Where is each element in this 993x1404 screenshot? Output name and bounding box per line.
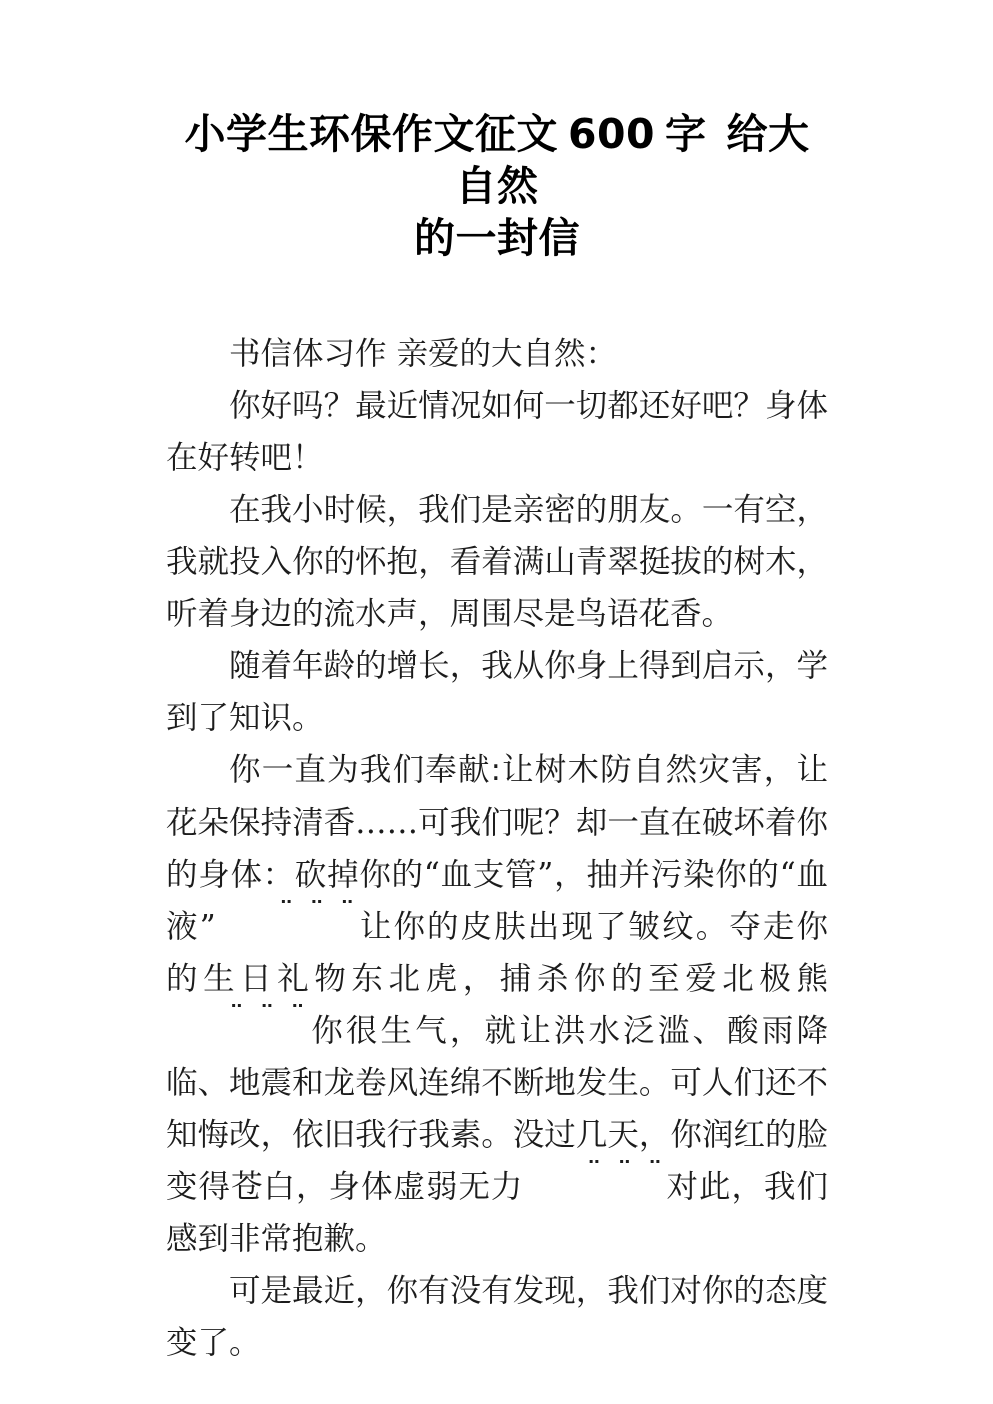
damage-text-2: 让树木防自然灾害，让花朵保持清香……可我们呢？却一直在破坏着你的身体：砍掉你的“血支管”，抽并污染你的“血液” <box>166 752 828 945</box>
title-word-count: 600 <box>567 110 656 158</box>
paragraph-damage <box>166 744 828 1265</box>
title-unit: 字 <box>665 110 707 158</box>
title-text-main: 小学生环保作文征文 <box>184 110 558 158</box>
halfwidth-colon: : <box>490 753 501 788</box>
page-title <box>166 0 828 264</box>
diaeresis-ellipsis-2: ¨ ¨ ¨ <box>229 1000 309 1036</box>
damage-text-4: 你很生气，就让洪水泛滥、酸雨降临、地震和龙卷风连绵不断地发生。可人们还不知悔改，依旧我行我素。没过几天，你润红的脸变得苍白，身体虚弱无力 <box>166 1013 828 1205</box>
damage-text-3: 让你的皮肤出现了皱纹。夺走你的生日礼物东北虎，捕杀你的至爱北极熊 <box>166 909 828 997</box>
paragraph-greeting: 你好吗？最近情况如何一切都还好吧？身体在好转吧！ <box>166 388 828 476</box>
paragraph-attitude-change: 可是最近，你有没有发现，我们对你的态度变了。 <box>166 1273 828 1361</box>
paragraph-knowledge: 随着年龄的增长，我从你身上得到启示，学到了知识。 <box>166 648 828 736</box>
document-body <box>166 0 828 1369</box>
damage-text-1: 你一直为我们奉献 <box>229 752 491 788</box>
essay-content <box>166 264 828 1369</box>
title-text-line2: 的一封信 <box>414 214 580 262</box>
diaeresis-ellipsis-3: ¨ ¨ ¨ <box>586 1156 666 1192</box>
damage-text-5: 对此，我们感到非常抱歉。 <box>166 1169 828 1257</box>
paragraph-childhood: 在我小时候，我们是亲密的朋友。一有空，我就投入你的怀抱，看着满山青翠挺拔的树木，听着身边的流水声，周围尽是鸟语花香。 <box>166 492 828 632</box>
paragraph-salutation: 书信体习作 亲爱的大自然： <box>229 336 618 372</box>
title-text-subject: 给大自然 <box>455 110 810 210</box>
diaeresis-ellipsis-1: ¨ ¨ ¨ <box>278 896 358 932</box>
